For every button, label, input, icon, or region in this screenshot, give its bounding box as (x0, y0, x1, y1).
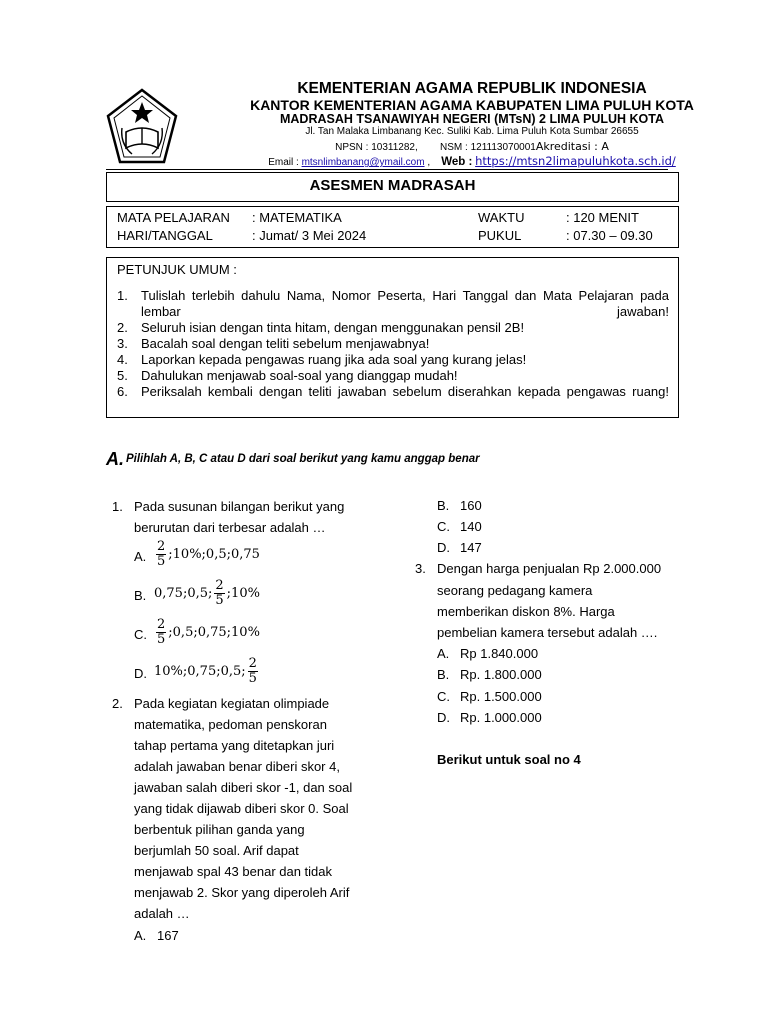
rules-title: PETUNJUK UMUM : (117, 262, 237, 277)
time-value: : 120 MENIT (566, 210, 639, 225)
section-instruction: Pilihlah A, B, C atau D dari soal berikut yang kamu anggap benar (126, 453, 480, 465)
q3-option-d: Rp. 1.000.000 (460, 710, 542, 725)
school-title: MADRASAH TSANAWIYAH NEGERI (MTsN) 2 LIMA PULUH KOTA (279, 112, 665, 126)
q3-number: 3. (415, 561, 426, 576)
fraction: $\frac{2}{5}$ (157, 617, 166, 647)
page-title: ASESMEN MADRASAH (309, 177, 476, 194)
q1-option-a-label: A. (134, 549, 147, 564)
web-link[interactable]: https://mtsn2limapuluhkota.sch.id/ (475, 154, 676, 168)
rule-item: 3. Bacalah soal dengan teliti sebelum menjawabnya! (117, 336, 430, 351)
contact-line (178, 154, 766, 168)
q3-option-c-label: C. (437, 689, 450, 704)
q1-option-c-label: C. (134, 627, 147, 642)
rule-item: 4. Laporkan kepada pengawas ruang jika ada soal yang kurang jelas! (117, 352, 527, 367)
q3-line: pembelian kamera tersebut adalah …. (437, 625, 658, 640)
q2-option-a: 167 (157, 928, 179, 943)
school-address: Jl. Tan Malaka Limbanang Kec. Suliki Kab. Lima Puluh Kota Sumbar 26655 (305, 126, 639, 137)
ministry-logo-icon (106, 88, 178, 164)
q2-line: menjawab spal 43 benar dan tidak (134, 864, 333, 879)
q3-option-a-label: A. (437, 646, 450, 661)
rule-item: 2. Seluruh isian dengan tinta hitam, dengan menggunakan pensil 2B! (117, 320, 525, 335)
q3-option-d-label: D. (437, 710, 450, 725)
q1-option-a: $\frac{2}{5}$ ;10%;0,5;0,75 (157, 539, 260, 569)
q2-option-c: 140 (460, 519, 482, 534)
ministry-title: KEMENTERIAN AGAMA REPUBLIK INDONESIA (297, 80, 647, 97)
section-letter: A. (106, 449, 124, 469)
npsn: NPSN : 10311282, (335, 142, 418, 153)
q2-option-b-label: B. (437, 498, 450, 513)
office-title: KANTOR KEMENTERIAN AGAMA KABUPATEN LIMA PULUH KOTA (250, 97, 694, 113)
q2-option-a-label: A. (134, 928, 147, 943)
q3-option-a: Rp 1.840.000 (460, 646, 539, 661)
q2-option-b: 160 (460, 498, 482, 513)
q2-option-d: 147 (460, 540, 482, 555)
q1-option-c: $\frac{2}{5}$ ;0,5;0,75;10% (157, 617, 260, 647)
fraction: $\frac{2}{5}$ (215, 578, 224, 608)
q3-line: memberikan diskon 8%. Harga (437, 604, 615, 619)
date-value: : Jumat/ 3 Mei 2024 (252, 228, 367, 243)
q2-line: Pada kegiatan kegiatan olimpiade (134, 696, 330, 711)
header-divider (106, 169, 668, 170)
q2-line: tahap pertama yang ditetapkan juri (134, 738, 335, 753)
q1-option-d-label: D. (134, 666, 147, 681)
q3-line: Dengan harga penjualan Rp 2.000.000 (437, 561, 662, 576)
date-label: HARI/TANGGAL (117, 228, 213, 243)
q3-line: seorang pedagang kamera (437, 583, 593, 598)
q1-option-b: 0,75;0,5; $\frac{2}{5}$ ;10% (154, 578, 260, 608)
email-label: Email : (268, 157, 299, 168)
q3-option-b-label: B. (437, 667, 450, 682)
nsm: NSM : 121113070001 (440, 142, 536, 153)
rule-item: 5. Dahulukan menjawab soal-soal yang dianggap mudah! (117, 368, 458, 383)
q2-line: berjumlah 50 soal. Arif dapat (134, 843, 299, 858)
email-separator: , (424, 157, 431, 168)
q2-line: jawaban salah diberi skor -1, dan soal (134, 780, 353, 795)
subject-value: : MATEMATIKA (252, 210, 342, 225)
q1-number: 1. (112, 499, 123, 514)
school-ids (178, 140, 766, 153)
rule-item: 1. Tulislah terlebih dahulu Nama, Nomor Peserta, Hari Tanggal dan Mata Pelajaran pada lembar jawaban! (117, 288, 669, 319)
hour-value: : 07.30 – 09.30 (566, 228, 653, 243)
q2-line: menjawab 2. Skor yang diperoleh Arif (134, 885, 350, 900)
fraction: $\frac{2}{5}$ (248, 656, 257, 686)
subject-label: MATA PELAJARAN (117, 210, 230, 225)
fraction: $\frac{2}{5}$ (157, 539, 166, 569)
q2-option-c-label: C. (437, 519, 450, 534)
time-label: WAKTU (478, 210, 525, 225)
q2-line: berbentuk pilihan ganda yang (134, 822, 305, 837)
q2-line: matematika, pedoman penskoran (134, 717, 327, 732)
web-label: Web : (441, 156, 473, 168)
q2-line: adalah jawaban benar diberi skor 4, (134, 759, 340, 774)
q2-line: yang tidak dijawab diberi skor 0. Soal (134, 801, 349, 816)
q1-line: berurutan dari terbesar adalah … (134, 520, 326, 535)
hour-label: PUKUL (478, 228, 522, 243)
email-link[interactable]: mtsnlimbanang@ymail.com (301, 157, 425, 168)
q2-line: adalah … (134, 906, 190, 921)
q3-option-b: Rp. 1.800.000 (460, 667, 542, 682)
q2-number: 2. (112, 696, 123, 711)
q2-option-d-label: D. (437, 540, 450, 555)
q1-option-b-label: B. (134, 588, 147, 603)
q3-option-c: Rp. 1.500.000 (460, 689, 542, 704)
q4-intro: Berikut untuk soal no 4 (437, 752, 581, 767)
rule-item: 6. Periksalah kembali dengan teliti jawaban sebelum diserahkan kepada pengawas ruang! (117, 384, 669, 399)
akreditasi: Akreditasi : A (535, 140, 609, 153)
q1-option-d: 10%;0,75;0,5; $\frac{2}{5}$ (154, 656, 257, 686)
q1-line: Pada susunan bilangan berikut yang (134, 499, 345, 514)
